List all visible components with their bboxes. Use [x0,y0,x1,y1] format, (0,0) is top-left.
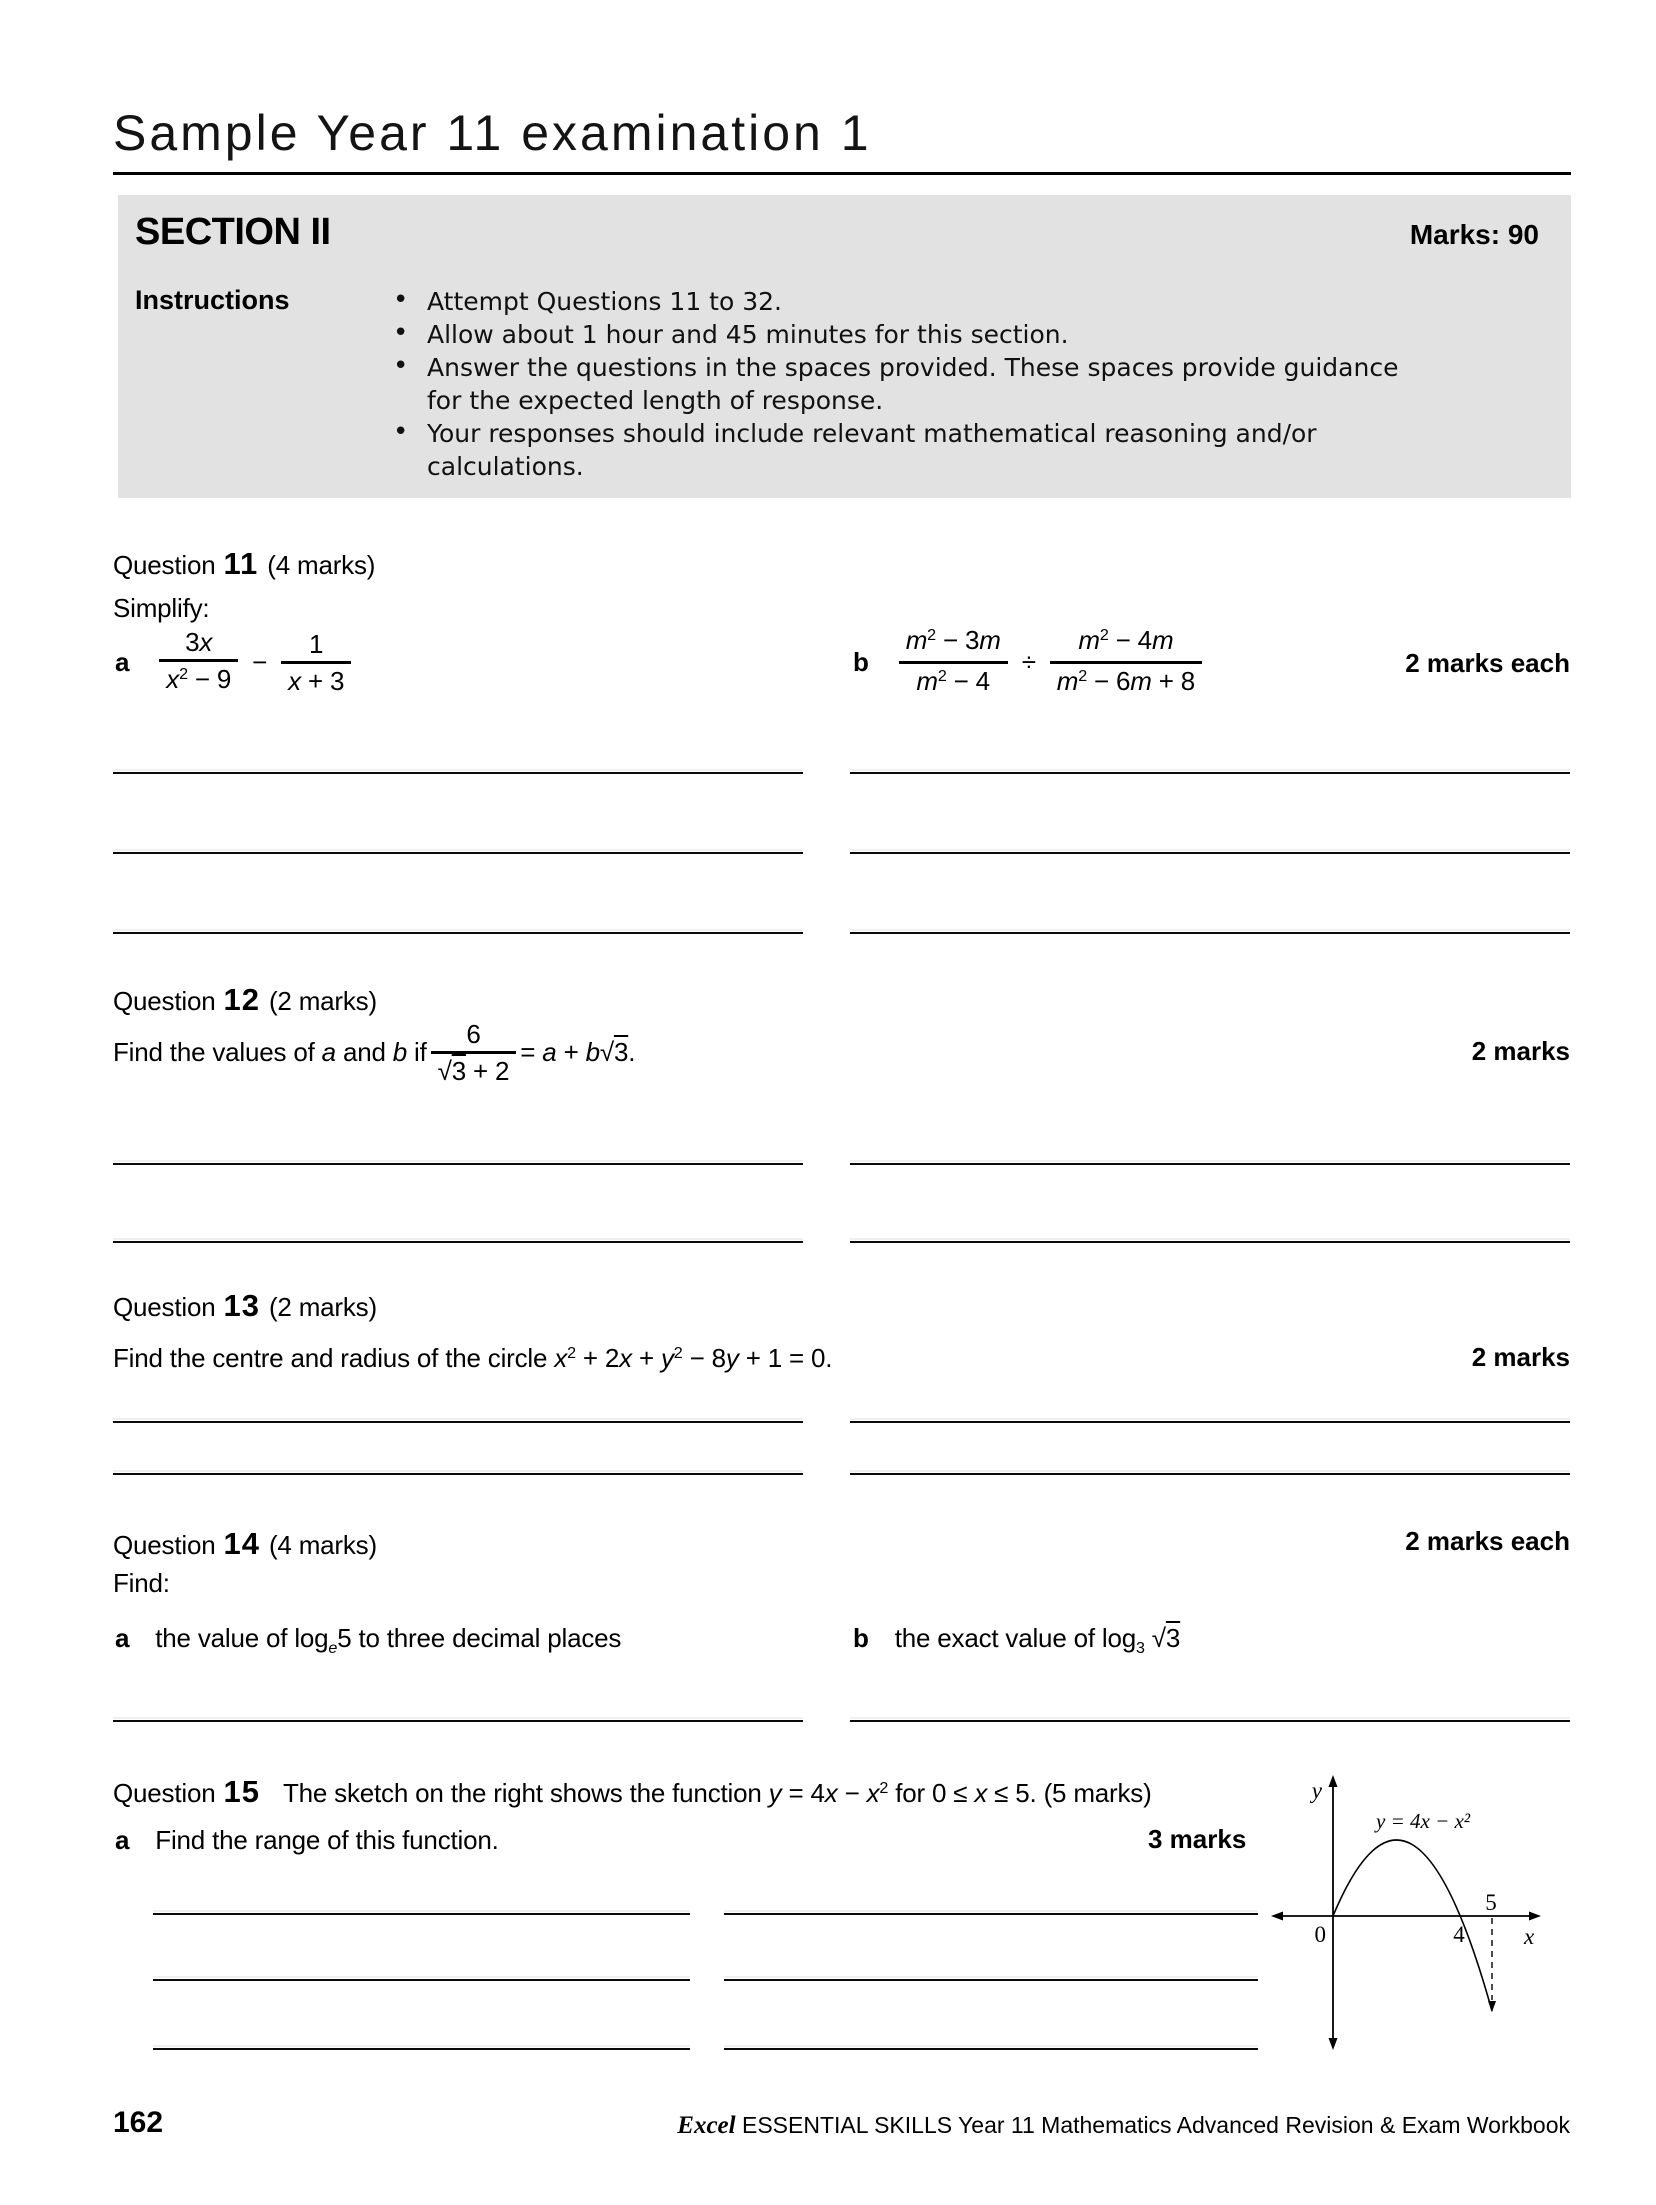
curve-end-arrow-icon [1488,2001,1496,2012]
parabola-curve [1333,1840,1492,2011]
part-b-label: b [853,1623,869,1653]
question-text: Find the range of this function. [155,1825,499,1855]
question-14-heading [113,1526,377,1562]
book-title: ESSENTIAL SKILLS Year 11 Mathematics Advanced Revision & Exam Workbook [735,2112,1570,2138]
section-box [118,195,1571,498]
question-11-heading [113,546,375,582]
fraction-denominator: $m^2 - 6m + 8$ [1056,665,1196,696]
question-12-statement [113,1006,635,1098]
instruction-text: for the expected length of response. [427,386,884,415]
answer-line [850,932,1570,934]
question-11-part-b [853,616,1206,708]
question-word: Question [113,1778,216,1808]
y-axis-down-arrow-icon [1329,2038,1338,2050]
answer-line [850,852,1570,854]
page-number: 162 [113,2106,164,2139]
question-text: the exact value of $\log_3 √3$ [894,1623,1181,1657]
question-15-part-a [115,1824,499,1856]
question-word: Question [113,986,216,1016]
question-12-marks-note: 2 marks [1471,1036,1570,1066]
question-13-heading [113,1288,377,1324]
question-word: Question [113,550,216,580]
question-13-marks-note: 2 marks [1471,1342,1570,1372]
answer-line [153,1979,690,1981]
fraction-numerator: 6 [466,1018,481,1049]
answer-line [113,1241,803,1243]
answer-line [113,1163,803,1165]
question-number: 11 [223,546,259,581]
title-rule [113,172,1571,175]
question-13-statement: Find the centre and radius of the circle $x^2 + 2x + y^2 - 8y + 1 = 0$. [113,1343,833,1373]
answer-line [724,2048,1258,2050]
section-heading: SECTION II [135,211,331,253]
instruction-text: • Allow about 1 hour and 45 minutes for this section. [427,320,1069,349]
x-axis-right-arrow-icon [1529,1912,1541,1921]
fraction-denominator: √3 + 2 [437,1055,510,1086]
x-intercept-label: 4 [1453,1922,1465,1947]
part-b-label: b [853,646,869,677]
instruction-bullet [391,285,1398,318]
instruction-text: calculations. [427,452,584,481]
part-a-label: a [115,1623,130,1653]
fraction-denominator: $m^2 - 4$ [916,665,990,696]
answer-line [850,772,1570,774]
answer-line [850,1421,1570,1423]
answer-line [113,1421,803,1423]
question-text: The sketch on the right shows the function $y = 4x - x^2$ for 0 ≤ x ≤ 5. (5 marks) [282,1778,1152,1808]
instruction-text: • Answer the questions in the spaces provided. These spaces provide guidance [427,353,1399,382]
page-title: Sample Year 11 examination 1 [113,105,872,161]
answer-line [724,1979,1258,1981]
fraction-denominator: x + 3 [288,665,345,696]
question-14-part-b [853,1622,1180,1658]
minus-operator: − [252,646,268,677]
question-14-marks-note: 2 marks each [1405,1526,1570,1556]
answer-line [113,1473,803,1475]
x-axis-label: x [1524,1924,1535,1949]
question-15-marks-note: 3 marks [1148,1824,1247,1854]
question-marks: (2 marks) [268,1292,377,1322]
question-11-marks-note: 2 marks each [1405,648,1570,678]
fraction [281,627,351,698]
answer-line [850,1720,1570,1722]
answer-line [113,772,803,774]
part-a-label: a [115,646,130,677]
y-axis-label: y [1311,1778,1322,1803]
part-a-label: a [115,1825,130,1855]
book-reference [677,2112,1570,2140]
fraction [1050,623,1202,702]
instructions-label: Instructions [135,285,290,315]
question-number: 15 [223,1774,260,1809]
fraction-numerator: $m^2 - 4m$ [1078,624,1174,655]
question-marks: (2 marks) [268,986,377,1016]
answer-line [850,1163,1570,1165]
instruction-bullet [391,417,1398,483]
question-15-heading [113,1774,1152,1810]
origin-label: 0 [1314,1922,1326,1947]
y-axis-up-arrow-icon [1329,1775,1338,1787]
instruction-text: • Your responses should include relevant mathematical reasoning and/or [427,419,1317,448]
instruction-bullet [391,351,1398,417]
section-marks-total: Marks: 90 [1409,219,1539,250]
brand-name: Excel [677,2112,736,2139]
question-14-part-a [115,1622,621,1658]
fraction [431,1017,517,1088]
question-number: 13 [223,1288,260,1323]
question-marks: (4 marks) [268,1530,377,1560]
instruction-text: • Attempt Questions 11 to 32. [427,287,782,316]
answer-line [850,1241,1570,1243]
fraction-numerator: 1 [309,628,324,659]
x-axis-left-arrow-icon [1271,1912,1283,1921]
question-11-prompt: Simplify: [113,593,210,623]
divide-operator: ÷ [1021,646,1036,677]
question-marks: (4 marks) [267,550,376,580]
question-number: 12 [223,982,260,1017]
fraction-numerator: 3x [185,626,213,657]
fraction-numerator: $m^2 - 3m$ [905,624,1001,655]
question-word: Question [113,1292,216,1322]
question-number: 14 [223,1526,260,1561]
question-text: Find the values of a and b if [113,1036,427,1067]
question-14-prompt: Find: [113,1568,170,1598]
answer-line [153,1913,690,1915]
answer-line [724,1913,1258,1915]
answer-line [153,2048,690,2050]
question-11-part-a [115,616,355,708]
function-graph [1230,1728,1575,2073]
fraction-denominator: $x^2 - 9$ [166,663,232,694]
answer-line [113,852,803,854]
question-text: the value of $\log_e5$ to three decimal places [155,1623,622,1657]
curve-equation-label: y = 4x − x² [1376,1809,1471,1833]
question-text: = a + b√3. [520,1036,636,1067]
answer-line [850,1473,1570,1475]
fraction [159,625,238,700]
fraction [899,623,1008,702]
answer-line [113,1720,803,1722]
domain-end-label: 5 [1485,1890,1497,1915]
instructions-list [391,285,1398,483]
answer-line [113,932,803,934]
question-word: Question [113,1530,216,1560]
instruction-bullet [391,318,1398,351]
